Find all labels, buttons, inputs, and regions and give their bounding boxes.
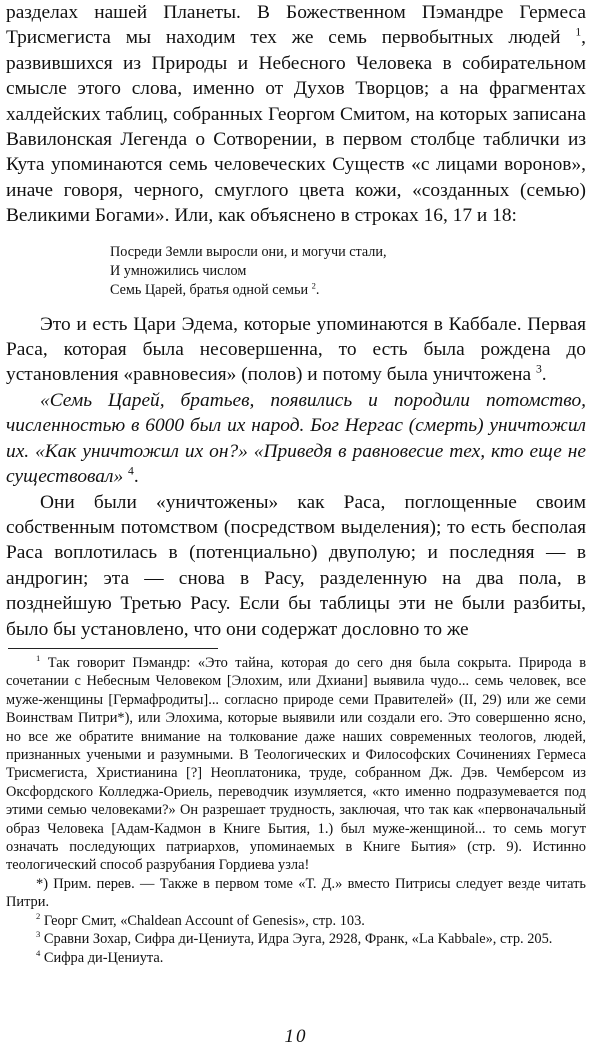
footnote-ref-2: 2 [311,279,316,290]
verse-line-3-end: . [315,281,320,298]
verse-line-3 [110,281,586,300]
paragraph-1-text: разделах нашей Планеты. В Божественном Пэмандре Гермеса Трисмегиста мы находим тех же семь первобытных людей [6,2,586,49]
paragraph-1 [6,0,586,229]
footnote-ref-1: 1 [575,25,582,39]
footnotes [6,654,586,967]
verse-line-2: И умножились числом [110,262,247,279]
footnote-4-mark: 4 [36,947,41,958]
paragraph-4-text: Они были «уничтожены» как Раса, поглощенные своим собственным потомством (посредством выделения); то есть бесполая Раса воплотилась в (потенциально) двуполую; и последняя — в андрогин; эта — снова в Расу, разделенную на два пола, в позднейшую Третью Расу. Если бы таблицы эти не были разбиты, было бы установлено, что они содержат дословно то же [6,491,586,640]
footnote-2-text: Георг Смит, «Chaldean Account of Genesis», стр. 103. [43,912,365,929]
footnote-3-text: Сравни Зохар, Сифра ди-Цениута, Идра Эуга, 2928, Франк, «La Kabbale», стр. 205. [43,931,553,948]
footnote-3-mark: 3 [36,929,41,940]
paragraph-3-end: . [133,466,139,488]
footnote-4 [6,949,586,967]
paragraph-2-end: . [541,364,547,386]
footnote-3 [6,930,586,948]
verse-line-1: Посреди Земли выросли они, и могучи стали, [110,243,387,260]
footnote-2-mark: 2 [36,910,41,921]
paragraph-2-text: Это и есть Цари Эдема, которые упоминаются в Каббале. Первая Раса, которая была несовершенна, то есть была рождена до установления «равновесия» (полов) и потому была уничтожена [6,313,586,386]
footnote-1-mark: 1 [36,653,41,664]
footnote-2 [6,912,586,930]
paragraph-2 [6,312,586,388]
paragraph-4 [6,490,586,642]
footnote-4-text: Сифра ди-Цениута. [43,949,164,966]
verse-quote [110,243,586,300]
footnote-1 [6,654,586,875]
paragraph-1-continuation: , развившихся из Природы и Небесного Человека в собирательном смысле этого слова, именно от Духов Творцов; а на фрагментах халдейских таблиц, собранных Георгом Смитом, на которых записана Вавилонская Легенда о Сотворении, в первом столбце таблички из Кута упоминаются семь человеческих Существ «с лицами воронов», иначе говоря, черного, смуглого цвета кожи, «созданных (семью) Великими Богами». Или, как объяснено в строках 16, 17 и 18: [6,27,586,227]
footnote-ref-3: 3 [535,363,542,376]
translator-note [6,875,586,912]
page-number: 10 [284,1026,308,1047]
paragraph-3-text: «Семь Царей, братьев, появились и породили потомство, численностью в 6000 был их народ. Бог Нергас (смерть) уничтожил их. «Как уничтожил их он?» «Приведя в равновесие тех, кто еще не существовал» [6,389,586,488]
footnote-1-text: Так говорит Пэмандр: «Это тайна, которая до сего дня была сокрыта. Природа в сочетании с Небесным Человеком [Элохим, или Дхиани] выявила чудо... семь человек, все муже-женщины [Гермафродиты]... согласно природе семи Правителей» (II, 29) или же семи Воинствам Питри*), или Элохима, которые выявили или создали его. Это совершенно ясно, но все же обратите внимание на толкование даже наших современных теологов, людей, признанных учеными и разумными. В Теологических и Философских Сочинениях Гермеса Трисмегиста, Христианина [?] Неоплатоника, труде, собранном Дж. Дэв. Чемберсом из Оксфордского Колледжа-Ориель, переводчик изумляется, «кто именно подразумевается под этими семью человеками?» Он разрешает трудность, заключая, что так как «первоначальный образ Человека [Адам-Кадмон в Книге Бытия, 1.) был муже-женщиной... то семь могут означать последующих патриархов, упоминаемых в Книге Бытия» (стр. 9). Истинно теологический способ разрубания Гордиева узла! [6,655,586,874]
paragraph-3-quote [6,388,586,490]
translator-note-text: *) Прим. перев. — Также в первом томе «Т. Д.» вместо Питрисы следует везде читать Питри. [6,875,586,911]
footnote-ref-4: 4 [128,464,134,478]
footnote-separator [8,648,218,649]
main-text [6,0,586,642]
verse-line-3-text: Семь Царей, братья одной семьи [110,281,309,298]
